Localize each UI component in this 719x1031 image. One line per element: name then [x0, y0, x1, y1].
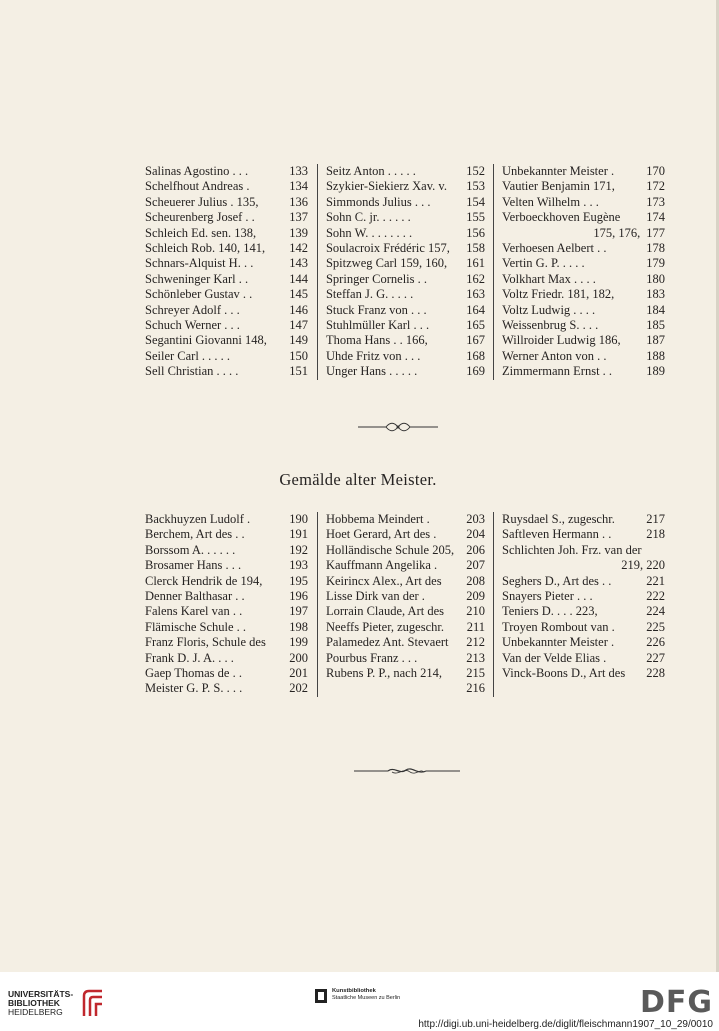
index-entry: [502, 635, 665, 650]
index-entry: [502, 226, 665, 241]
entry-name: Vautier Benjamin 171,: [502, 179, 615, 194]
index-entry: [326, 318, 485, 333]
entry-name: Rubens P. P., nach 214,: [325, 666, 442, 681]
index-entry: [145, 512, 308, 527]
index-entry: [502, 527, 665, 542]
entry-page: 168: [466, 348, 485, 363]
entry-name: Volkhart Max . . . .: [502, 271, 596, 286]
index-entry: [145, 226, 308, 241]
entry-page: 222: [646, 589, 665, 604]
index-entry: [145, 558, 308, 573]
entry-page: 156: [466, 225, 485, 240]
entry-name: Falens Karel van . .: [145, 604, 243, 619]
entry-page: 201: [289, 666, 308, 681]
entry-page: 150: [289, 348, 308, 363]
entry-name: Seiler Carl . . . . .: [145, 348, 231, 363]
entry-page: 187: [646, 333, 665, 348]
entry-page: 190: [289, 512, 308, 526]
index-entry: [145, 651, 308, 666]
entry-name: Stuhlmüller Karl . . .: [325, 318, 430, 333]
entry-name: Lisse Dirk van der .: [325, 589, 425, 604]
entry-name: Franz Floris, Schule des: [145, 635, 266, 650]
entry-page: 154: [466, 194, 485, 209]
entry-name: Schelfhout Andreas .: [145, 179, 250, 194]
index-entry: [502, 303, 665, 318]
entry-name: Weissenbrug S. . . .: [502, 318, 599, 333]
entry-name: Segantini Giovanni 148,: [145, 333, 267, 348]
entry-name: Salinas Agostino . . .: [145, 164, 249, 178]
index-entry: [502, 620, 665, 635]
entry-page: 199: [289, 635, 308, 650]
ornament-divider-icon: [358, 420, 438, 434]
index-entry: [326, 287, 485, 302]
entry-name: Teniers D. . . . 223,: [502, 604, 598, 619]
entry-page: 164: [466, 302, 485, 317]
index-entry: [326, 164, 485, 179]
entry-name: Keirincx Alex., Art des: [325, 573, 442, 588]
entry-page: 147: [289, 318, 308, 333]
index-entry: [326, 604, 485, 619]
index-entry: [502, 574, 665, 589]
entry-page: 179: [646, 256, 665, 271]
entry-page: 188: [646, 348, 665, 363]
index-column-2: [317, 512, 493, 697]
index-entry: [326, 681, 485, 696]
entry-page: 136: [289, 194, 308, 209]
entry-name: Ruysdael S., zugeschr.: [502, 512, 615, 526]
entry-name: Scheuerer Julius . 135,: [145, 194, 259, 209]
entry-page: 197: [289, 604, 308, 619]
entry-name: Unbekannter Meister .: [502, 635, 615, 650]
index-column-1: [145, 164, 317, 380]
entry-page: 209: [466, 589, 485, 604]
entry-name: Sohn W. . . . . . . .: [325, 225, 413, 240]
footer: [0, 972, 719, 1031]
index-entry: [326, 349, 485, 364]
permalink-url[interactable]: http://digi.ub.uni-heidelberg.de/diglit/fleischmann1907_10_29/0010: [418, 1019, 713, 1030]
entry-name: Sohn C. jr. . . . . .: [325, 210, 411, 225]
entry-page: 213: [466, 650, 485, 665]
index-entry: [502, 651, 665, 666]
entry-name: Voltz Friedr. 181, 182,: [502, 287, 615, 302]
index-entry: [145, 589, 308, 604]
index-column-3: [493, 512, 665, 697]
entry-name: Lorrain Claude, Art des: [325, 604, 445, 619]
entry-page: 195: [289, 573, 308, 588]
index-entry: [326, 256, 485, 271]
index-entry: [502, 287, 665, 302]
index-entry: [326, 635, 485, 650]
entry-name: Seghers D., Art des . .: [502, 573, 612, 588]
entry-page: 217: [646, 512, 665, 526]
entry-name: Willroider Ludwig 186,: [502, 333, 621, 348]
entry-name: Brosamer Hans . . .: [145, 558, 242, 573]
index-column-3: [493, 164, 665, 380]
index-entry: [502, 666, 665, 681]
entry-page: 228: [646, 666, 665, 681]
ub-line-2: BIBLIOTHEK: [8, 998, 60, 1008]
entry-name: Scheurenberg Josef . .: [145, 210, 255, 225]
index-entry: [145, 195, 308, 210]
index-entry: [326, 651, 485, 666]
index-entry: [326, 512, 485, 527]
index-entry: [145, 179, 308, 194]
index-entry: [145, 210, 308, 225]
museum-emblem-icon: [314, 988, 328, 1004]
entry-name: Velten Wilhelm . . .: [502, 194, 599, 209]
index-column-2: [317, 164, 493, 380]
index-column-1: [145, 512, 317, 697]
index-entry: [502, 512, 665, 527]
entry-page: 193: [289, 558, 308, 573]
entry-name: Troyen Rombout van .: [502, 619, 615, 634]
index-entry: [145, 333, 308, 348]
index-entry: [326, 527, 485, 542]
index-entry: [326, 364, 485, 379]
entry-name: Gaep Thomas de . .: [145, 666, 242, 681]
index-entry: [326, 558, 485, 573]
index-entry: [145, 303, 308, 318]
entry-page: 165: [466, 318, 485, 333]
entry-name: Neeffs Pieter, zugeschr.: [325, 619, 444, 634]
index-entry: [145, 635, 308, 650]
index-entry: [502, 179, 665, 194]
index-old-masters: [145, 512, 665, 697]
entry-page: 163: [466, 287, 485, 302]
entry-page: 184: [646, 302, 665, 317]
entry-name: Schreyer Adolf . . .: [145, 302, 240, 317]
index-entry: [145, 574, 308, 589]
ub-heidelberg-logo[interactable]: [8, 988, 108, 1018]
entry-page: 139: [289, 225, 308, 240]
entry-name: Stuck Franz von . . .: [325, 302, 427, 317]
entry-page: 227: [646, 650, 665, 665]
entry-page: 212: [466, 635, 485, 650]
index-entry: [145, 527, 308, 542]
entry-name: Berchem, Art des . .: [145, 527, 245, 542]
entry-name: Verhoesen Aelbert . .: [502, 241, 607, 256]
entry-name: Borssom A. . . . . .: [145, 542, 236, 557]
entry-name: Snayers Pieter . . .: [502, 589, 593, 604]
ub-emblem-icon: [80, 988, 106, 1018]
index-entry: [145, 364, 308, 379]
entry-page: 137: [289, 210, 308, 225]
index-entry: [502, 210, 665, 225]
entry-name: Seitz Anton . . . . .: [325, 164, 416, 178]
section-title: Gemälde alter Meister.: [279, 470, 437, 489]
ub-line-1: UNIVERSITÄTS-: [8, 989, 74, 999]
entry-name: Schönleber Gustav . .: [145, 287, 253, 302]
index-entry: [145, 681, 308, 696]
entry-page: 208: [466, 573, 485, 588]
entry-name: Hoet Gerard, Art des .: [325, 527, 437, 542]
index-entry: [502, 349, 665, 364]
entry-page: 216: [466, 681, 485, 696]
index-entry: [326, 303, 485, 318]
entry-page: 143: [289, 256, 308, 271]
entry-page: 202: [289, 681, 308, 696]
entry-name: Schleich Rob. 140, 141,: [145, 241, 266, 256]
index-entry: [502, 241, 665, 256]
entry-page: 144: [289, 271, 308, 286]
entry-name: Holländische Schule 205,: [325, 542, 455, 557]
index-entry: [326, 210, 485, 225]
entry-name: Flämische Schule . .: [145, 619, 247, 634]
entry-page: 153: [466, 179, 485, 194]
entry-page: 200: [289, 650, 308, 665]
entry-page: 162: [466, 271, 485, 286]
entry-name: Simmonds Julius . . .: [325, 194, 431, 209]
entry-page: 178: [646, 241, 665, 256]
index-entry: [145, 287, 308, 302]
index-entry: [145, 666, 308, 681]
entry-name: Schlichten Joh. Frz. van der: [502, 542, 642, 557]
entry-page: 191: [289, 527, 308, 542]
dfg-logo[interactable]: DFG: [640, 985, 714, 1020]
entry-page: 149: [289, 333, 308, 348]
index-entry: [502, 164, 665, 179]
entry-page: 183: [646, 287, 665, 302]
entry-page: 173: [646, 194, 665, 209]
index-entry: [326, 574, 485, 589]
index-entry: [502, 333, 665, 348]
index-entry: [502, 364, 665, 379]
entry-name: Werner Anton von . .: [502, 348, 607, 363]
entry-page: 192: [289, 542, 308, 557]
entry-name: Spitzweg Carl 159, 160,: [325, 256, 448, 271]
index-entry: [502, 318, 665, 333]
index-entry: [502, 272, 665, 287]
index-entry: [145, 241, 308, 256]
index-modern-painters: [145, 164, 665, 380]
entry-page: 225: [646, 619, 665, 634]
entry-name: Pourbus Franz . . .: [325, 650, 418, 665]
entry-page: 180: [646, 271, 665, 286]
index-entry: [502, 256, 665, 271]
entry-page: 185: [646, 318, 665, 333]
entry-page: 196: [289, 589, 308, 604]
entry-page: 152: [466, 164, 485, 178]
entry-name: Palamedez Ant. Stevaert: [325, 635, 449, 650]
entry-name: Hobbema Meindert .: [325, 512, 430, 526]
entry-page: 155: [466, 210, 485, 225]
index-entry: [326, 620, 485, 635]
entry-page: 161: [466, 256, 485, 271]
index-entry: [326, 179, 485, 194]
entry-page: 210: [466, 604, 485, 619]
ornament-tail-icon: [354, 764, 460, 778]
entry-name: Schuch Werner . . .: [145, 318, 240, 333]
index-entry: [145, 349, 308, 364]
index-entry: [326, 272, 485, 287]
entry-name: Schleich Ed. sen. 138,: [145, 225, 257, 240]
index-entry: [145, 272, 308, 287]
entry-page: 221: [646, 573, 665, 588]
entry-name: Sell Christian . . . .: [145, 364, 239, 379]
entry-name: Schweninger Karl . .: [145, 271, 249, 286]
entry-name: Denner Balthasar . .: [145, 589, 245, 604]
entry-page: 226: [646, 635, 665, 650]
entry-page: 151: [289, 364, 308, 379]
entry-page: 142: [289, 241, 308, 256]
entry-name: Szykier-Siekierz Xav. v.: [325, 179, 447, 194]
entry-page: 204: [466, 527, 485, 542]
entry-page: 174: [646, 210, 665, 225]
entry-page: 224: [646, 604, 665, 619]
entry-page: 211: [466, 619, 485, 634]
entry-name: Unbekannter Meister .: [502, 164, 615, 178]
entry-name: Uhde Fritz von . . .: [325, 348, 421, 363]
index-entry: [326, 666, 485, 681]
entry-page: 172: [646, 179, 665, 194]
entry-name: 175, 176,: [593, 225, 641, 240]
entry-name: Steffan J. G. . . . .: [325, 287, 414, 302]
entry-name: Kauffmann Angelika .: [325, 558, 438, 573]
index-entry: [145, 543, 308, 558]
index-entry: [502, 604, 665, 619]
entry-name: Soulacroix Frédéric 157,: [325, 241, 450, 256]
entry-name: Schnars-Alquist H. . .: [145, 256, 254, 271]
entry-page: [663, 543, 665, 558]
index-entry: [326, 543, 485, 558]
entry-page: 198: [289, 619, 308, 634]
entry-page: 169: [466, 364, 485, 379]
entry-name: Meister G. P. S. . . .: [145, 681, 243, 696]
entry-name: Voltz Ludwig . . . .: [502, 302, 596, 317]
index-entry: [145, 604, 308, 619]
index-entry: [326, 241, 485, 256]
entry-page: 207: [466, 558, 485, 573]
entry-page: 133: [289, 164, 308, 178]
entry-page: 134: [289, 179, 308, 194]
entry-name: Van der Velde Elias .: [502, 650, 607, 665]
entry-page: 206: [466, 542, 485, 557]
entry-name: Saftleven Hermann . .: [502, 527, 612, 542]
entry-name: Thoma Hans . . 166,: [325, 333, 428, 348]
index-entry: [145, 620, 308, 635]
index-entry: [502, 589, 665, 604]
index-entry: [326, 226, 485, 241]
kb-line-2: Staatliche Museen zu Berlin: [332, 995, 401, 1001]
entry-name: Backhuyzen Ludolf .: [145, 512, 251, 526]
entry-page: 203: [466, 512, 485, 526]
entry-name: Springer Cornelis . .: [325, 271, 428, 286]
index-entry: [502, 558, 665, 573]
entry-name: Unger Hans . . . . .: [325, 364, 418, 379]
ub-line-3: HEIDELBERG: [8, 1007, 63, 1017]
index-entry: [502, 195, 665, 210]
kb-line-1: Kunstbibliothek: [332, 988, 376, 994]
kunstbibliothek-logo[interactable]: [314, 988, 401, 1009]
index-entry: [145, 164, 308, 179]
entry-name: Frank D. J. A. . . .: [145, 650, 234, 665]
entry-page: 167: [466, 333, 485, 348]
entry-name: Zimmermann Ernst . .: [502, 364, 613, 379]
index-entry: [145, 256, 308, 271]
entry-page: 177: [646, 225, 665, 240]
index-entry: [502, 543, 665, 558]
index-entry: [326, 333, 485, 348]
entry-page: 189: [646, 364, 665, 379]
index-entry: [326, 589, 485, 604]
index-entry: [326, 195, 485, 210]
entry-name: Verboeckhoven Eugène: [502, 210, 621, 225]
entry-page: 170: [646, 164, 665, 178]
entry-name: Vertin G. P. . . . .: [502, 256, 585, 271]
entry-name: Clerck Hendrik de 194,: [145, 573, 263, 588]
entry-page: 145: [289, 287, 308, 302]
index-entry: [145, 318, 308, 333]
entry-page: 215: [466, 666, 485, 681]
entry-page: 158: [466, 241, 485, 256]
entry-page: 146: [289, 302, 308, 317]
entry-page: 219, 220: [621, 558, 665, 573]
entry-page: 218: [646, 527, 665, 542]
entry-name: Vinck-Boons D., Art des: [502, 666, 626, 681]
